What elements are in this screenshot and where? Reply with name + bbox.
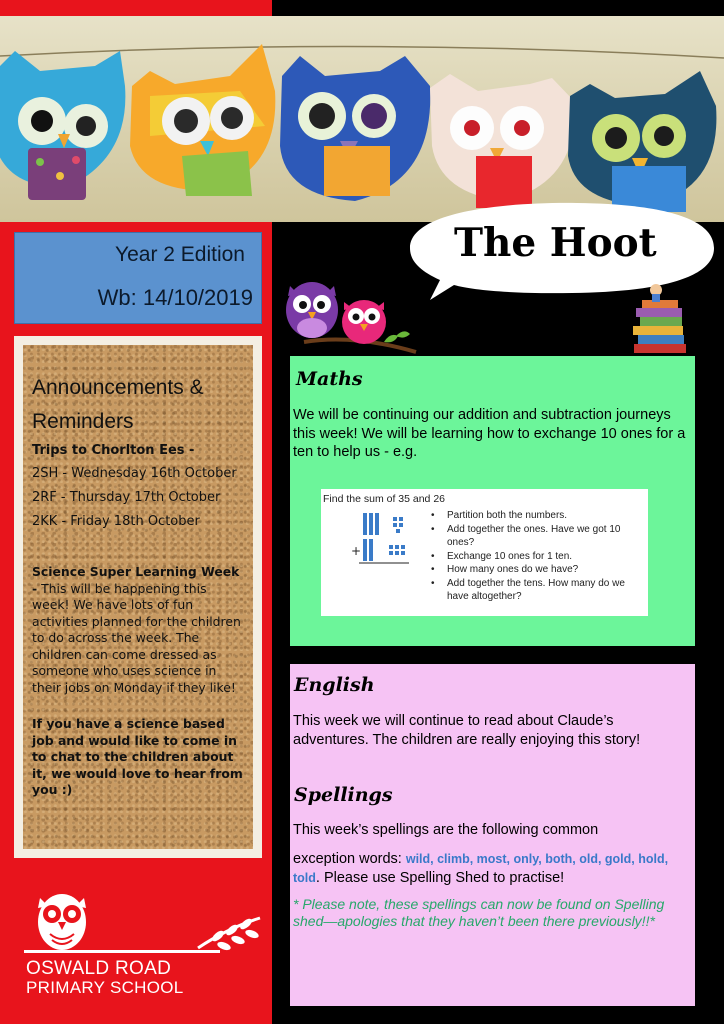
announcements-heading: Announcements & Reminders	[32, 376, 204, 433]
maths-example-card	[321, 489, 648, 616]
week-beginning-date: Wb: 14/10/2019	[97, 285, 253, 310]
school-name-line2: PRIMARY SCHOOL	[26, 978, 184, 997]
announcements-corkboard	[14, 336, 262, 858]
edition-label: Year 2 Edition	[115, 243, 245, 266]
spellings-note: * Please note, these spellings can now be found on Spelling shed—apologies that they haven’t been there previously!!*	[293, 896, 665, 929]
svg-text:+: +	[351, 544, 362, 558]
school-logo	[18, 888, 268, 998]
english-body: This week we will continue to read about Claude’s adventures. The children are really enjoying this story!	[293, 713, 641, 748]
trips-title: Trips to Chorlton Ees -	[32, 443, 195, 458]
owl-banner-photo	[0, 16, 724, 222]
fabric-owl-2	[130, 44, 275, 196]
fabric-owl-4	[430, 74, 574, 208]
maths-title: Maths	[296, 368, 363, 390]
fabric-owl-3	[280, 56, 430, 201]
maths-step: • How many ones do we have?	[431, 563, 643, 577]
spellings-lead: exception words:	[293, 851, 406, 867]
maths-step: • Exchange 10 ones for 1 ten.	[431, 550, 643, 564]
trip-item: 2RF - Thursday 17th October	[32, 490, 221, 505]
maths-panel	[290, 356, 695, 646]
maths-body: We will be continuing our addition and subtraction journeys this week! We will be learning how to exchange 10 ones for a ten to help us - e.g.	[293, 407, 686, 460]
science-week-heading: Science Super Learning Week -	[32, 564, 240, 596]
trip-item: 2SH - Wednesday 16th October	[32, 466, 237, 481]
trip-item: 2KK - Friday 18th October	[32, 514, 200, 529]
maths-step: • Partition both the numbers.	[431, 509, 643, 523]
fabric-owl-5	[568, 71, 716, 212]
school-name-line1: OSWALD ROAD	[26, 958, 172, 979]
spelling-words: wild, climb, most, only, both, old, gold, hold, told	[293, 852, 669, 885]
spellings-intro: This week’s spellings are the following common	[293, 822, 599, 838]
owl-bunting-image	[0, 16, 724, 222]
science-week-text: This will be happening this week! We have lots of fun activities planned for the children to do across the week. The children can come dressed as someone who uses science in their jobs on Monday if they like!	[32, 580, 241, 695]
corkboard-surface	[23, 345, 253, 849]
science-job-call-to-action: If you have a science based job and would like to come in to chat to the children about it, we would love to hear from you :)	[32, 716, 243, 797]
fabric-owl-1	[0, 51, 125, 200]
newsletter-title: The Hoot	[454, 220, 657, 266]
science-week-paragraph	[32, 564, 245, 696]
maths-step: • Add together the tens. How many do we have altogether?	[431, 577, 643, 604]
place-value-blocks-diagram	[343, 511, 415, 565]
book-stack-icon	[630, 280, 688, 356]
spellings-tail: . Please use Spelling Shed to practise!	[315, 870, 565, 886]
spellings-title: Spellings	[294, 784, 393, 806]
english-panel	[290, 664, 695, 1006]
english-title: English	[294, 674, 375, 696]
edition-box	[14, 232, 262, 324]
maths-steps-list	[431, 509, 643, 604]
maths-step: • Add together the ones. Have we got 10 ones?	[431, 523, 643, 550]
maths-example-title: Find the sum of 35 and 26	[323, 493, 445, 505]
cartoon-owls-on-branch	[284, 276, 420, 358]
owl-logo-icon	[18, 888, 268, 960]
spellings-paragraph	[293, 850, 689, 888]
